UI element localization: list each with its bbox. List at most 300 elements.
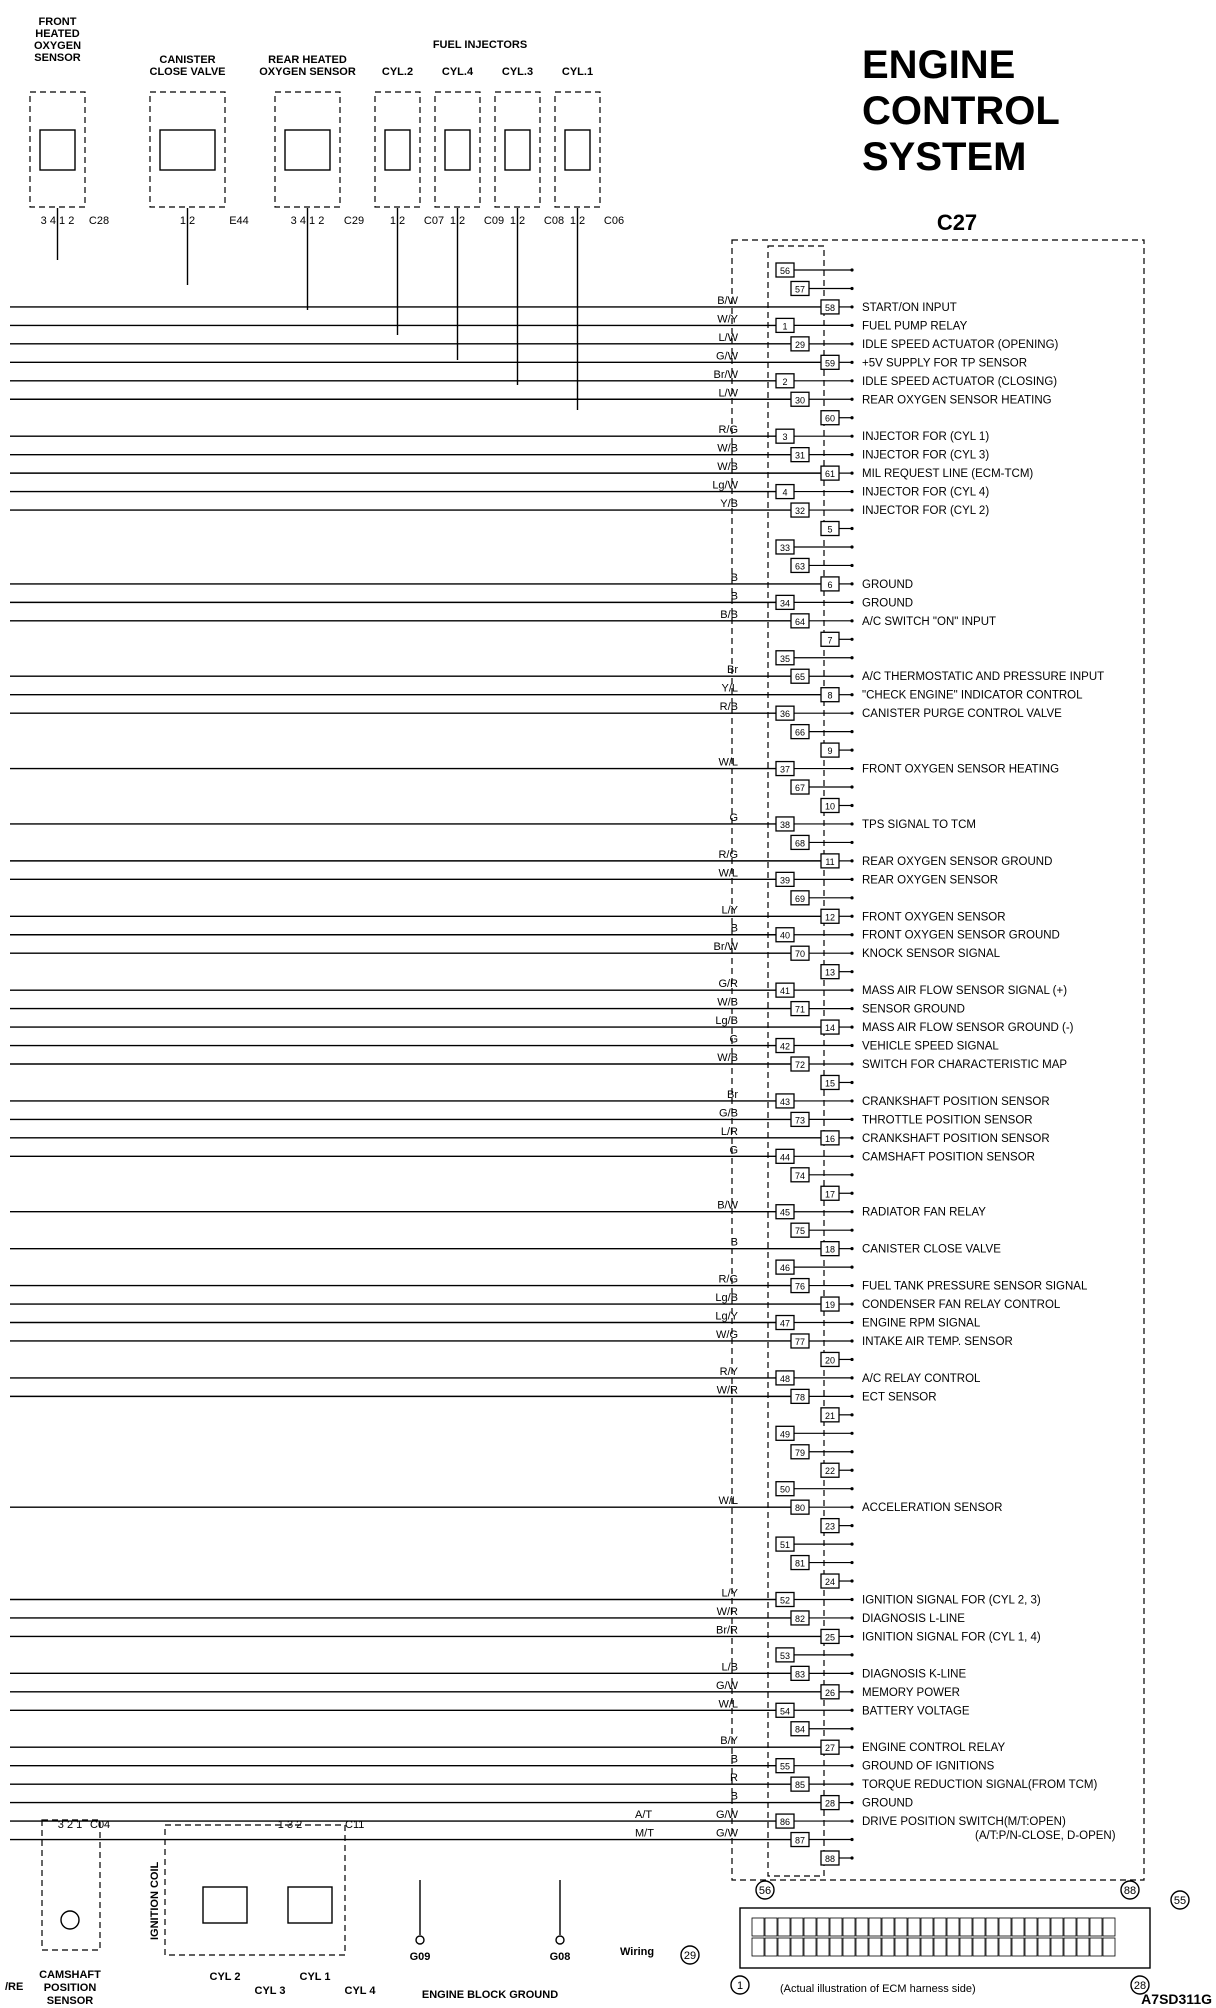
- pin-function-48: A/C RELAY CONTROL: [862, 1372, 981, 1385]
- pin-number-55: 55: [779, 1761, 791, 1772]
- pin-dot-59: [850, 361, 853, 364]
- component-pins-0: 3 4 1 2: [40, 215, 75, 227]
- callout-4: 1: [736, 1980, 744, 1992]
- component-outline-1: [150, 92, 225, 207]
- pin-number-21: 21: [824, 1410, 836, 1421]
- pin-number-48: 48: [779, 1373, 791, 1384]
- component-label-4-0: CYL.4: [441, 66, 474, 78]
- pin-function-58: START/ON INPUT: [862, 301, 957, 314]
- pin-number-61: 61: [824, 469, 836, 480]
- pin-function-85: TORQUE REDUCTION SIGNAL(FROM TCM): [862, 1779, 1098, 1792]
- pin-number-24: 24: [824, 1577, 836, 1588]
- pin-function-30: REAR OXYGEN SENSOR HEATING: [862, 394, 1052, 407]
- pin-number-8: 8: [827, 690, 833, 701]
- pin-number-46: 46: [779, 1263, 791, 1274]
- wire-color-59: G/W: [716, 350, 738, 363]
- pin-dot-79: [850, 1450, 853, 1453]
- pin-dot-17: [850, 1192, 853, 1195]
- pin-dot-83: [850, 1672, 853, 1675]
- pin-number-70: 70: [794, 949, 806, 960]
- wire-color-27: B/Y: [720, 1735, 738, 1748]
- pin-dot-56: [850, 268, 853, 271]
- component-pins-2: 3 4 1 2: [290, 215, 325, 227]
- pin-number-31: 31: [794, 450, 806, 461]
- pin-dot-22: [850, 1469, 853, 1472]
- wire-color-44: G: [729, 1144, 738, 1157]
- harness-cell-b-8: [856, 1938, 868, 1956]
- harness-cell-25: [1077, 1918, 1089, 1936]
- harness-cell-b-7: [843, 1938, 855, 1956]
- pin-number-15: 15: [824, 1078, 836, 1089]
- pin-function-39: REAR OXYGEN SENSOR: [862, 874, 999, 887]
- component-label-0-3: SENSOR: [34, 52, 81, 64]
- harness-cell-b-18: [986, 1938, 998, 1956]
- component-symbol-3: [385, 130, 410, 170]
- harness-cell-15: [947, 1918, 959, 1936]
- pin-number-20: 20: [824, 1355, 836, 1366]
- wire-color-34: B: [730, 590, 738, 603]
- component-label-6-0: CYL.1: [561, 66, 594, 78]
- pin-dot-52: [850, 1598, 853, 1601]
- wire-color-47: Lg/Y: [715, 1310, 738, 1323]
- wire-color-83: L/B: [721, 1661, 738, 1674]
- pin-dot-23: [850, 1524, 853, 1527]
- harness-cell-27: [1103, 1918, 1115, 1936]
- pin-number-28: 28: [824, 1798, 836, 1809]
- pin-number-76: 76: [794, 1281, 806, 1292]
- harness-cell-b-26: [1090, 1938, 1102, 1956]
- harness-cell-21: [1025, 1918, 1037, 1936]
- pin-dot-28: [850, 1801, 853, 1804]
- pin-dot-1: [850, 324, 853, 327]
- pin-dot-26: [850, 1690, 853, 1693]
- pin-dot-45: [850, 1210, 853, 1213]
- pin-function-47: ENGINE RPM SIGNAL: [862, 1317, 981, 1330]
- pin-number-7: 7: [827, 635, 833, 646]
- pin-number-64: 64: [794, 616, 806, 627]
- pin-number-49: 49: [779, 1429, 791, 1440]
- harness-cell-16: [960, 1918, 972, 1936]
- harness-cell-b-9: [869, 1938, 881, 1956]
- pin-number-50: 50: [779, 1484, 791, 1495]
- pin-number-78: 78: [794, 1392, 806, 1403]
- pin-dot-13: [850, 970, 853, 973]
- pin-dot-32: [850, 508, 853, 511]
- pin-dot-24: [850, 1579, 853, 1582]
- pin-function-80: ACCELERATION SENSOR: [862, 1502, 1003, 1515]
- component-pins-6: 1 2: [569, 215, 586, 227]
- pin-function-77: INTAKE AIR TEMP. SENSOR: [862, 1335, 1013, 1348]
- wire-color-71: W/B: [717, 996, 738, 1009]
- pin-dot-35: [850, 656, 853, 659]
- harness-cell-5: [817, 1918, 829, 1936]
- pin-function-34: GROUND: [862, 597, 914, 610]
- harness-cell-b-17: [973, 1938, 985, 1956]
- component-label-5-0: CYL.3: [501, 66, 534, 78]
- pin-number-13: 13: [824, 967, 836, 978]
- wire-color-28: B: [730, 1790, 738, 1803]
- pin-function-25: IGNITION SIGNAL FOR (CYL 1, 4): [862, 1631, 1041, 1644]
- pin-number-30: 30: [794, 395, 806, 406]
- pin-function-42: VEHICLE SPEED SIGNAL: [862, 1040, 999, 1053]
- pin-number-80: 80: [794, 1503, 806, 1514]
- pin-dot-14: [850, 1025, 853, 1028]
- wire-color-65: Br: [727, 664, 738, 677]
- pin-number-82: 82: [794, 1613, 806, 1624]
- harness-cell-b-27: [1103, 1938, 1115, 1956]
- pin-function-26: MEMORY POWER: [862, 1686, 960, 1699]
- harness-cell-9: [869, 1918, 881, 1936]
- component-conn-6: C06: [603, 215, 625, 227]
- camshaft-label-0: CAMSHAFT: [39, 1969, 101, 1981]
- pin-dot-76: [850, 1284, 853, 1287]
- harness-cell-b-11: [895, 1938, 907, 1956]
- pin-number-69: 69: [794, 893, 806, 904]
- pin-dot-77: [850, 1339, 853, 1342]
- wire-color-86: G/W: [716, 1809, 738, 1822]
- wire-color-29: L/W: [718, 331, 738, 344]
- mt-label: M/T: [635, 1827, 654, 1840]
- pin-dot-29: [850, 342, 853, 345]
- wire-color-37: W/L: [718, 756, 738, 769]
- pin-function-73: THROTTLE POSITION SENSOR: [862, 1114, 1033, 1127]
- wire-color-2: Br/W: [713, 368, 738, 381]
- wire-color-11: R/G: [718, 848, 738, 861]
- ground-symbol-g09: [416, 1936, 424, 1944]
- component-outline-6: [555, 92, 600, 207]
- component-outline-4: [435, 92, 480, 207]
- wire-color-52: L/Y: [721, 1587, 738, 1600]
- wire-color-87: G/W: [716, 1827, 738, 1840]
- pin-number-4: 4: [782, 487, 788, 498]
- callout-0: 56: [758, 1885, 772, 1897]
- pin-function-1: FUEL PUMP RELAY: [862, 320, 968, 333]
- pin-number-47: 47: [779, 1318, 791, 1329]
- pin-number-73: 73: [794, 1115, 806, 1126]
- component-outline-5: [495, 92, 540, 207]
- pin-function-6: GROUND: [862, 578, 914, 591]
- wire-color-42: G: [729, 1033, 738, 1046]
- pin-number-40: 40: [779, 930, 791, 941]
- component-symbol-4: [445, 130, 470, 170]
- pin-number-5: 5: [827, 524, 833, 535]
- pin-dot-70: [850, 952, 853, 955]
- cyl-output-1: CYL 3: [254, 1985, 286, 1997]
- component-label-1-1: CLOSE VALVE: [149, 66, 226, 78]
- pin-dot-7: [850, 638, 853, 641]
- pin-function-40: FRONT OXYGEN SENSOR GROUND: [862, 929, 1060, 942]
- harness-cell-b-4: [804, 1938, 816, 1956]
- pin-number-11: 11: [825, 856, 835, 867]
- pin-dot-74: [850, 1173, 853, 1176]
- pin-dot-84: [850, 1727, 853, 1730]
- pin-dot-20: [850, 1358, 853, 1361]
- wire-color-16: L/R: [720, 1125, 738, 1138]
- component-label-2-1: OXYGEN SENSOR: [259, 66, 356, 78]
- pin-dot-82: [850, 1616, 853, 1619]
- camshaft-conn: C04: [90, 1819, 111, 1831]
- harness-cell-19: [999, 1918, 1011, 1936]
- pin-dot-39: [850, 878, 853, 881]
- pin-function-2: IDLE SPEED ACTUATOR (CLOSING): [862, 375, 1058, 388]
- pin-number-67: 67: [794, 783, 806, 794]
- pin-number-42: 42: [779, 1041, 791, 1052]
- pin-dot-55: [850, 1764, 853, 1767]
- pin-dot-38: [850, 822, 853, 825]
- title-line-2: CONTROL: [862, 89, 1060, 133]
- pin-dot-69: [850, 896, 853, 899]
- pin-number-3: 3: [782, 432, 788, 443]
- pin-number-6: 6: [827, 579, 833, 590]
- pin-function-19: CONDENSER FAN RELAY CONTROL: [862, 1299, 1061, 1312]
- left-cut-label: /RE: [5, 1981, 24, 1993]
- pin-function-18: CANISTER CLOSE VALVE: [862, 1243, 1001, 1256]
- component-conn-2: C29: [343, 215, 365, 227]
- pin-function-52: IGNITION SIGNAL FOR (CYL 2, 3): [862, 1594, 1041, 1607]
- harness-cell-b-2: [778, 1938, 790, 1956]
- wire-color-61: W/B: [717, 461, 738, 474]
- pin-dot-78: [850, 1395, 853, 1398]
- pin-dot-27: [850, 1746, 853, 1749]
- harness-cell-b-0: [752, 1938, 764, 1956]
- callout-5: 28: [1133, 1980, 1147, 1992]
- harness-cell-12: [908, 1918, 920, 1936]
- wire-color-25: Br/R: [716, 1624, 738, 1637]
- wire-color-32: Y/B: [720, 498, 738, 511]
- drive-position-note: (A/T:P/N-CLOSE, D-OPEN): [975, 1830, 1116, 1843]
- camshaft-label-2: SENSOR: [46, 1995, 94, 2007]
- harness-cell-8: [856, 1918, 868, 1936]
- pin-dot-21: [850, 1413, 853, 1416]
- ground-symbol-g08: [556, 1936, 564, 1944]
- pin-function-83: DIAGNOSIS K-LINE: [862, 1668, 967, 1681]
- pin-dot-12: [850, 915, 853, 918]
- pin-number-19: 19: [824, 1300, 836, 1311]
- wire-color-43: Br: [727, 1088, 738, 1101]
- pin-dot-11: [850, 859, 853, 862]
- pin-dot-4: [850, 490, 853, 493]
- harness-cell-b-25: [1077, 1938, 1089, 1956]
- wire-color-80: W/L: [718, 1495, 738, 1508]
- pin-number-66: 66: [794, 727, 806, 738]
- pin-dot-50: [850, 1487, 853, 1490]
- pin-dot-3: [850, 435, 853, 438]
- pin-dot-81: [850, 1561, 853, 1564]
- pin-function-14: MASS AIR FLOW SENSOR GROUND (-): [862, 1022, 1074, 1035]
- harness-cell-b-21: [1025, 1938, 1037, 1956]
- engine-block-ground-label: ENGINE BLOCK GROUND: [421, 1989, 559, 2001]
- harness-cell-22: [1038, 1918, 1050, 1936]
- pin-number-72: 72: [794, 1060, 806, 1070]
- wire-color-40: B: [730, 922, 738, 935]
- harness-cell-b-10: [882, 1938, 894, 1956]
- pin-dot-47: [850, 1321, 853, 1324]
- wire-color-73: G/B: [719, 1107, 738, 1120]
- pin-function-59: +5V SUPPLY FOR TP SENSOR: [862, 357, 1028, 370]
- pin-dot-6: [850, 582, 853, 585]
- component-outline-0: [30, 92, 85, 207]
- harness-cell-b-5: [817, 1938, 829, 1956]
- wire-color-19: Lg/B: [715, 1292, 738, 1305]
- component-symbol-6: [565, 130, 590, 170]
- pin-dot-40: [850, 933, 853, 936]
- pin-number-75: 75: [794, 1226, 806, 1237]
- pin-number-17: 17: [824, 1189, 836, 1200]
- pin-number-85: 85: [794, 1780, 806, 1791]
- pin-number-22: 22: [824, 1466, 836, 1477]
- component-label-2-0: REAR HEATED: [268, 54, 347, 66]
- pin-number-79: 79: [794, 1447, 806, 1458]
- pin-dot-42: [850, 1044, 853, 1047]
- pin-number-9: 9: [827, 746, 833, 757]
- pin-number-12: 12: [824, 912, 836, 923]
- harness-note: (Actual illustration of ECM harness side): [780, 1983, 976, 1995]
- pin-number-74: 74: [794, 1170, 806, 1181]
- page-title: [862, 42, 1060, 180]
- harness-cell-1: [765, 1918, 777, 1936]
- pin-number-44: 44: [779, 1152, 791, 1163]
- component-conn-3: C07: [423, 215, 445, 227]
- pin-number-36: 36: [779, 709, 791, 720]
- pin-function-32: INJECTOR FOR (CYL 2): [862, 505, 990, 518]
- pin-function-11: REAR OXYGEN SENSOR GROUND: [862, 855, 1053, 868]
- pin-function-8: "CHECK ENGINE" INDICATOR CONTROL: [862, 689, 1083, 702]
- ground-label-g09: G09: [409, 1951, 431, 1963]
- pin-dot-51: [850, 1542, 853, 1545]
- harness-cell-b-19: [999, 1938, 1011, 1956]
- pin-dot-68: [850, 841, 853, 844]
- pin-dot-9: [850, 748, 853, 751]
- pin-function-86: DRIVE POSITION SWITCH(M/T:OPEN): [862, 1816, 1066, 1829]
- wire-color-14: Lg/B: [715, 1015, 738, 1028]
- pin-function-61: MIL REQUEST LINE (ECM-TCM): [862, 468, 1034, 481]
- harness-cell-10: [882, 1918, 894, 1936]
- pin-dot-65: [850, 675, 853, 678]
- pin-function-70: KNOCK SENSOR SIGNAL: [862, 948, 1001, 961]
- wire-color-31: W/B: [717, 442, 738, 455]
- pin-dot-58: [850, 305, 853, 308]
- component-conn-0: C28: [88, 215, 110, 227]
- wire-color-78: W/R: [716, 1384, 738, 1397]
- pin-number-35: 35: [779, 653, 791, 664]
- harness-cell-b-20: [1012, 1938, 1024, 1956]
- pin-function-16: CRANKSHAFT POSITION SENSOR: [862, 1132, 1050, 1145]
- pin-dot-5: [850, 527, 853, 530]
- harness-cell-6: [830, 1918, 842, 1936]
- title-line-1: ENGINE: [862, 43, 1016, 87]
- pin-function-82: DIAGNOSIS L-LINE: [862, 1612, 965, 1625]
- pin-dot-2: [850, 379, 853, 382]
- harness-cell-23: [1051, 1918, 1063, 1936]
- pin-dot-31: [850, 453, 853, 456]
- pin-number-68: 68: [794, 838, 806, 849]
- pin-function-43: CRANKSHAFT POSITION SENSOR: [862, 1095, 1050, 1108]
- camshaft-sensor-symbol: [61, 1911, 79, 1929]
- pin-number-65: 65: [794, 672, 806, 683]
- wire-color-8: Y/L: [721, 682, 738, 695]
- pin-number-1: 1: [782, 321, 788, 332]
- pin-number-59: 59: [824, 358, 836, 369]
- pin-function-45: RADIATOR FAN RELAY: [862, 1206, 986, 1219]
- cyl-output-2: CYL 1: [299, 1971, 331, 1983]
- pin-number-43: 43: [779, 1096, 791, 1107]
- pin-function-76: FUEL TANK PRESSURE SENSOR SIGNAL: [862, 1280, 1088, 1293]
- pin-dot-87: [850, 1838, 853, 1841]
- pin-dot-53: [850, 1653, 853, 1656]
- pin-number-58: 58: [824, 302, 836, 313]
- pin-dot-86: [850, 1819, 853, 1822]
- pin-number-14: 14: [824, 1023, 836, 1034]
- connector-c27-label: C27: [936, 210, 978, 235]
- pin-function-41: MASS AIR FLOW SENSOR SIGNAL (+): [862, 985, 1068, 998]
- pin-dot-46: [850, 1266, 853, 1269]
- harness-cell-b-14: [934, 1938, 946, 1956]
- pin-number-63: 63: [794, 561, 806, 572]
- pin-dot-88: [850, 1856, 853, 1859]
- callout-1: 88: [1123, 1885, 1137, 1897]
- pin-function-4: INJECTOR FOR (CYL 4): [862, 486, 990, 499]
- harness-cell-b-24: [1064, 1938, 1076, 1956]
- pin-number-57: 57: [794, 284, 806, 295]
- component-label-0-0: FRONT: [38, 16, 77, 28]
- pin-number-33: 33: [779, 542, 791, 553]
- harness-cell-b-13: [921, 1938, 933, 1956]
- pin-number-51: 51: [779, 1540, 791, 1551]
- pin-dot-85: [850, 1783, 853, 1786]
- pin-dot-41: [850, 989, 853, 992]
- at-label: A/T: [635, 1809, 653, 1822]
- wire-color-54: W/L: [718, 1698, 738, 1711]
- harness-cell-b-12: [908, 1938, 920, 1956]
- harness-cell-13: [921, 1918, 933, 1936]
- pin-number-81: 81: [794, 1558, 806, 1569]
- fuel-injectors-label: FUEL INJECTORS: [432, 39, 528, 51]
- wire-color-36: R/B: [719, 701, 738, 714]
- wire-color-1: W/Y: [717, 313, 738, 326]
- pin-function-3: INJECTOR FOR (CYL 1): [862, 431, 990, 444]
- coil-symbol-0: [203, 1887, 247, 1923]
- pin-number-34: 34: [779, 598, 791, 609]
- wire-color-77: W/G: [716, 1328, 738, 1341]
- pin-number-52: 52: [779, 1595, 791, 1606]
- component-label-3-0: CYL.2: [381, 66, 414, 78]
- pin-function-55: GROUND OF IGNITIONS: [862, 1760, 995, 1773]
- pin-function-54: BATTERY VOLTAGE: [862, 1705, 970, 1718]
- component-symbol-2: [285, 130, 330, 170]
- wire-color-3: R/G: [718, 424, 738, 437]
- harness-cell-11: [895, 1918, 907, 1936]
- pin-function-65: A/C THERMOSTATIC AND PRESSURE INPUT: [862, 671, 1105, 684]
- pin-number-87: 87: [794, 1835, 806, 1846]
- pin-function-31: INJECTOR FOR (CYL 3): [862, 449, 990, 462]
- component-label-0-1: HEATED: [35, 28, 80, 40]
- wire-color-70: Br/W: [713, 941, 738, 954]
- callout-2: 55: [1173, 1895, 1187, 1907]
- pin-number-10: 10: [824, 801, 836, 812]
- pin-dot-16: [850, 1136, 853, 1139]
- pin-number-86: 86: [779, 1817, 791, 1828]
- component-outline-3: [375, 92, 420, 207]
- component-symbol-0: [40, 130, 75, 170]
- pin-number-41: 41: [779, 986, 791, 997]
- pin-number-32: 32: [794, 506, 806, 517]
- harness-cell-0: [752, 1918, 764, 1936]
- pin-number-54: 54: [779, 1706, 791, 1717]
- component-symbol-1: [160, 130, 215, 170]
- pin-number-23: 23: [824, 1521, 836, 1532]
- ground-label-g08: G08: [549, 1951, 571, 1963]
- pin-dot-15: [850, 1081, 853, 1084]
